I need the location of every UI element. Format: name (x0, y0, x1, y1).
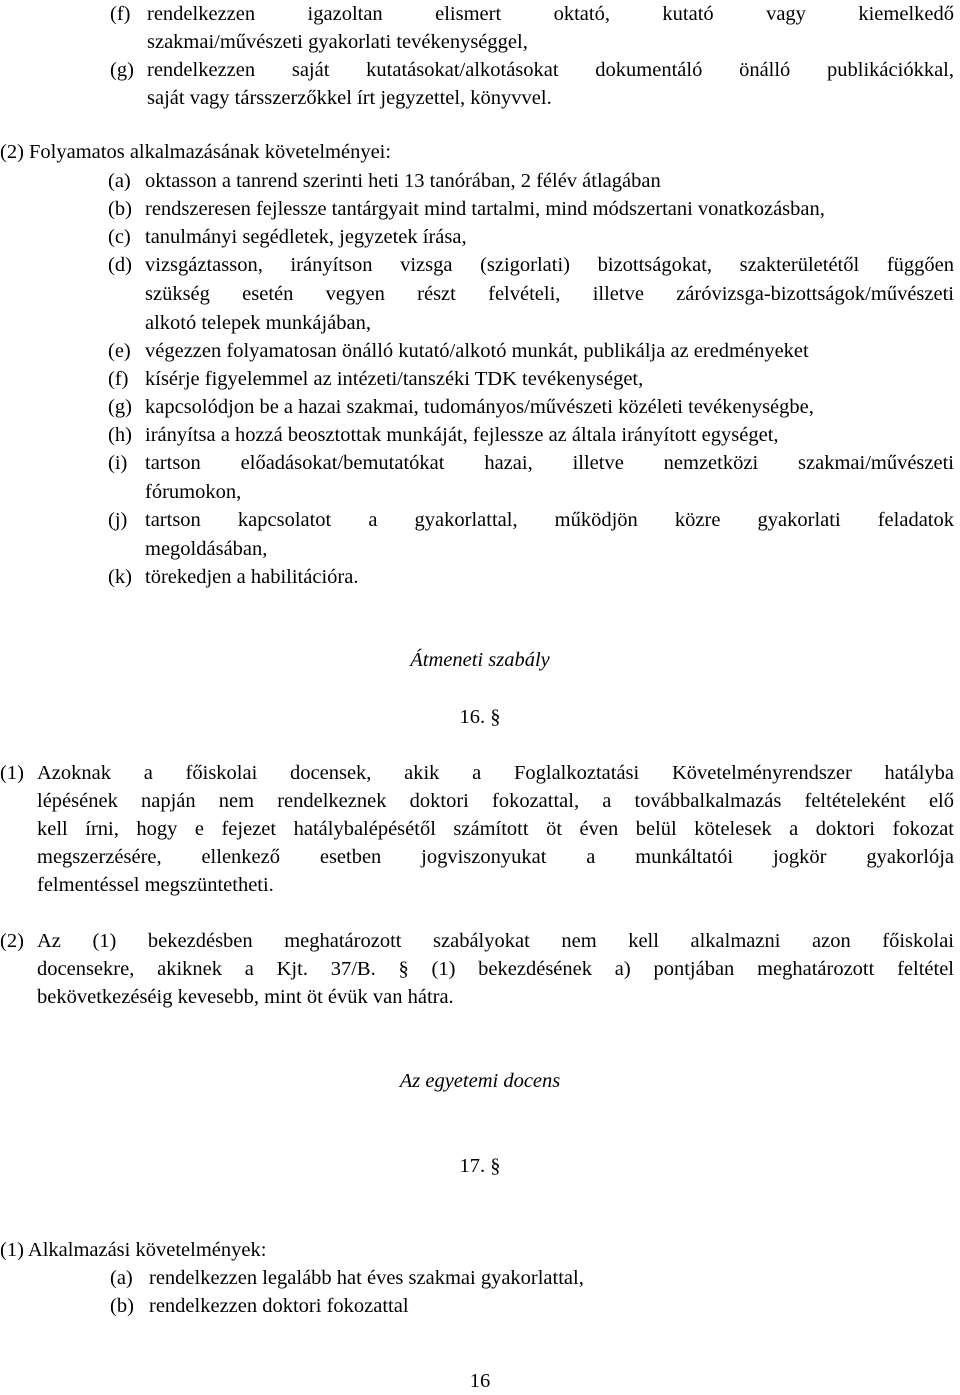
item-i-line2: fórumokon, (145, 481, 242, 503)
section16-p1-line1: Azoknak a főiskolai docensek, akik a Foglalkoztatási Követelményrendszer hatályba (37, 762, 954, 784)
item-a-marker: (a) (108, 170, 131, 192)
section16-p2-marker: (2) (0, 930, 24, 952)
item-c-marker: (c) (108, 226, 131, 248)
item-h-marker: (h) (108, 424, 132, 446)
item-e-text: végezzen folyamatosan önálló kutató/alkotó munkát, publikálja az eredményeket (145, 340, 809, 362)
para2-heading: (2) Folyamatos alkalmazásának követelményei: (0, 141, 392, 163)
section17-item-b-text: rendelkezzen doktori fokozattal (149, 1295, 409, 1317)
item-a-text: oktasson a tanrend szerinti heti 13 tanórában, 2 félév átlagában (145, 170, 661, 192)
section17-item-a-text: rendelkezzen legalább hat éves szakmai gyakorlattal, (149, 1267, 584, 1289)
page-number: 16 (469, 1370, 491, 1392)
section16-p1-marker: (1) (0, 762, 24, 784)
item-f-text: kísérje figyelemmel az intézeti/tanszéki TDK tevékenységet, (145, 368, 644, 390)
list-item-f-line1: rendelkezzen igazoltan elismert oktató, kutató vagy kiemelkedő (147, 3, 954, 25)
item-i-line1: tartson előadásokat/bemutatókat hazai, illetve nemzetközi szakmai/művészeti (145, 452, 954, 474)
item-b-marker: (b) (108, 198, 132, 220)
section16-p1-line5: felmentéssel megszüntetheti. (37, 874, 274, 896)
section16-p2-line1: Az (1) bekezdésben meghatározott szabályokat nem kell alkalmazni azon főiskolai (37, 930, 954, 952)
section17-p1-heading: (1) Alkalmazási követelmények: (0, 1239, 267, 1261)
list-marker-f: (f) (110, 3, 131, 25)
section16-number: 16. § (459, 706, 501, 728)
list-item-g-line1: rendelkezzen saját kutatásokat/alkotásokat dokumentáló önálló publikációkkal, (147, 59, 954, 81)
item-k-text: törekedjen a habilitációra. (145, 566, 359, 588)
item-g-marker: (g) (108, 396, 132, 418)
item-j-marker: (j) (108, 509, 128, 531)
item-j-line2: megoldásában, (145, 538, 268, 560)
list-item-g-line2: saját vagy társszerzőkkel írt jegyzettel, könyvvel. (147, 87, 552, 109)
section16-p1-line2: lépésének napján nem rendelkeznek doktori fokozattal, a továbbalkalmazás feltételeként elő (37, 790, 954, 812)
list-item-f-line2: szakmai/művészeti gyakorlati tevékenységgel, (147, 31, 528, 53)
section17-item-a-marker: (a) (110, 1267, 133, 1289)
section16-p1-line4: megszerzésére, ellenkező esetben jogviszonyukat a munkáltatói jogkör gyakorlója (37, 846, 954, 868)
item-d-line2: szükség esetén vegyen részt felvételi, illetve záróvizsga-bizottságok/művészeti (145, 283, 954, 305)
item-i-marker: (i) (108, 452, 128, 474)
item-g-text: kapcsolódjon be a hazai szakmai, tudományos/művészeti közéleti tevékenységbe, (145, 396, 814, 418)
item-e-marker: (e) (108, 340, 131, 362)
item-f-marker: (f) (108, 368, 129, 390)
section17-item-b-marker: (b) (110, 1295, 134, 1317)
section16-p2-line3: bekövetkezéséig kevesebb, mint öt évük van hátra. (37, 986, 454, 1008)
section17-number: 17. § (459, 1155, 501, 1177)
item-k-marker: (k) (108, 566, 132, 588)
item-j-line1: tartson kapcsolatot a gyakorlattal, működjön közre gyakorlati feladatok (145, 509, 954, 531)
item-d-line3: alkotó telepek munkájában, (145, 312, 371, 334)
item-b-text: rendszeresen fejlessze tantárgyait mind tartalmi, mind módszertani vonatkozásban, (145, 198, 825, 220)
section16-p2-line2: docensekre, akiknek a Kjt. 37/B. § (1) bekezdésének a) pontjában meghatározott feltétel (37, 958, 954, 980)
item-h-text: irányítsa a hozzá beosztottak munkáját, fejlessze az általa irányított egységet, (145, 424, 779, 446)
section16-title: Átmeneti szabály (410, 649, 550, 671)
list-marker-g: (g) (110, 59, 134, 81)
item-d-marker: (d) (108, 254, 132, 276)
section17-title: Az egyetemi docens (399, 1070, 561, 1092)
item-c-text: tanulmányi segédletek, jegyzetek írása, (145, 226, 467, 248)
section16-p1-line3: kell írni, hogy e fejezet hatálybalépésétől számított öt éven belül kötelesek a doktori fokozat (37, 818, 954, 840)
item-d-line1: vizsgáztasson, irányítson vizsga (szigorlati) bizottságokat, szakterületétől függően (145, 254, 954, 276)
